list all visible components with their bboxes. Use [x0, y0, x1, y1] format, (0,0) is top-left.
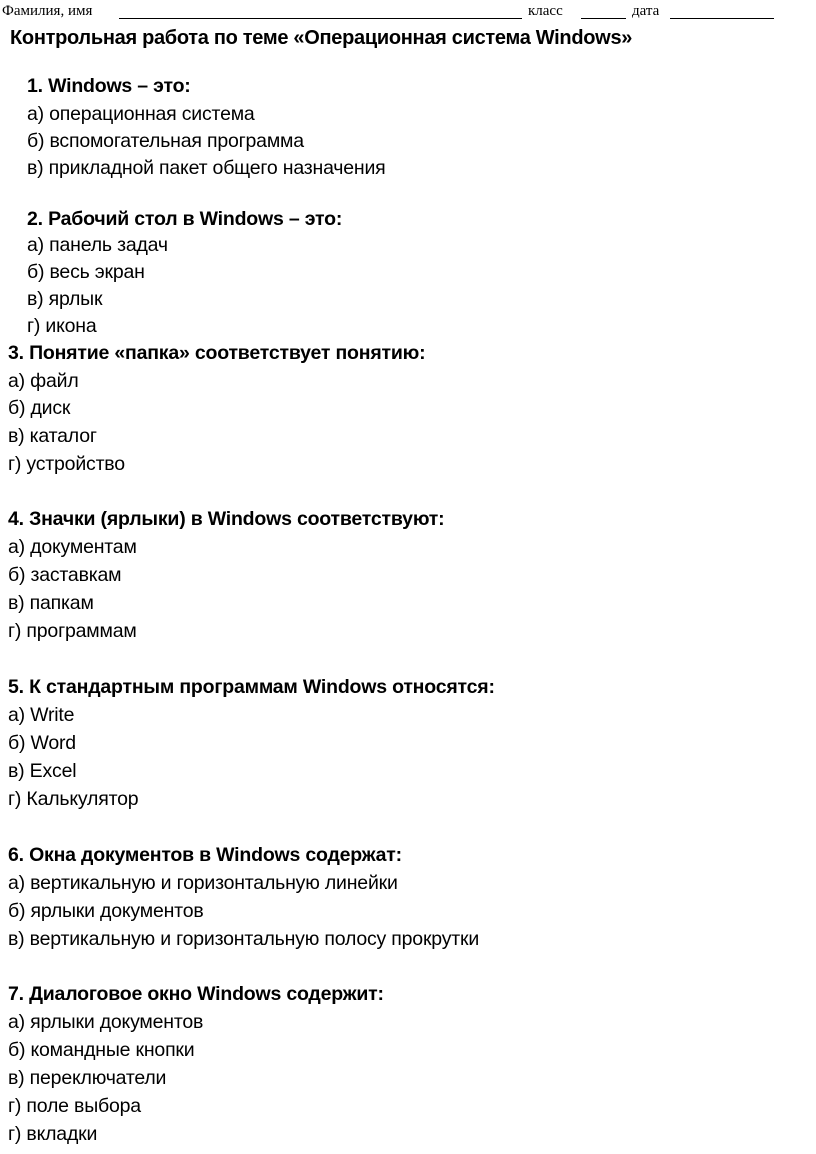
question-5-option-a: а) Write: [8, 704, 75, 726]
class-label: класс: [528, 3, 563, 19]
class-blank-line: [581, 18, 626, 19]
question-3-option-c: в) каталог: [8, 425, 97, 447]
date-blank-line: [670, 18, 774, 19]
question-3-option-a: а) файл: [8, 370, 79, 392]
name-blank-line: [119, 18, 522, 19]
question-1-option-a: а) операционная система: [27, 103, 255, 125]
question-7-option-b: б) командные кнопки: [8, 1039, 195, 1061]
question-5-option-d: г) Калькулятор: [8, 788, 139, 810]
question-4: 4. Значки (ярлыки) в Windows соответствуют:: [8, 508, 445, 530]
page-title: Контрольная работа по теме «Операционная система Windows»: [10, 27, 633, 49]
question-2-option-c: в) ярлык: [27, 288, 103, 310]
question-7-option-a: а) ярлыки документов: [8, 1011, 204, 1033]
question-5-option-b: б) Word: [8, 732, 76, 754]
question-4-option-b: б) заставкам: [8, 564, 122, 586]
name-label: Фамилия, имя: [2, 3, 93, 19]
question-6-option-b: б) ярлыки документов: [8, 900, 204, 922]
question-5: 5. К стандартным программам Windows относятся:: [8, 676, 495, 698]
question-2: 2. Рабочий стол в Windows – это:: [27, 208, 343, 230]
question-6-option-a: а) вертикальную и горизонтальную линейки: [8, 872, 398, 894]
question-7: 7. Диалоговое окно Windows содержит:: [8, 983, 384, 1005]
question-1: 1. Windows – это:: [27, 75, 191, 97]
question-2-option-d: г) икона: [27, 315, 97, 337]
date-label: дата: [632, 3, 660, 19]
question-1-option-c: в) прикладной пакет общего назначения: [27, 157, 386, 179]
question-6-option-c: в) вертикальную и горизонтальную полосу прокрутки: [8, 928, 480, 950]
question-4-option-c: в) папкам: [8, 592, 94, 614]
question-7-option-c: в) переключатели: [8, 1067, 167, 1089]
question-3: 3. Понятие «папка» соответствует понятию:: [8, 342, 426, 364]
question-4-option-d: г) программам: [8, 620, 137, 642]
question-3-option-d: г) устройство: [8, 453, 125, 475]
question-2-option-b: б) весь экран: [27, 261, 145, 283]
question-3-option-b: б) диск: [8, 397, 71, 419]
question-1-option-b: б) вспомогательная программа: [27, 130, 304, 152]
question-2-option-a: а) панель задач: [27, 234, 168, 256]
question-5-option-c: в) Excel: [8, 760, 77, 782]
question-7-option-e: г) вкладки: [8, 1123, 98, 1145]
question-6: 6. Окна документов в Windows содержат:: [8, 844, 402, 866]
student-info-header: [0, 0, 816, 22]
question-4-option-a: а) документам: [8, 536, 137, 558]
question-7-option-d: г) поле выбора: [8, 1095, 141, 1117]
